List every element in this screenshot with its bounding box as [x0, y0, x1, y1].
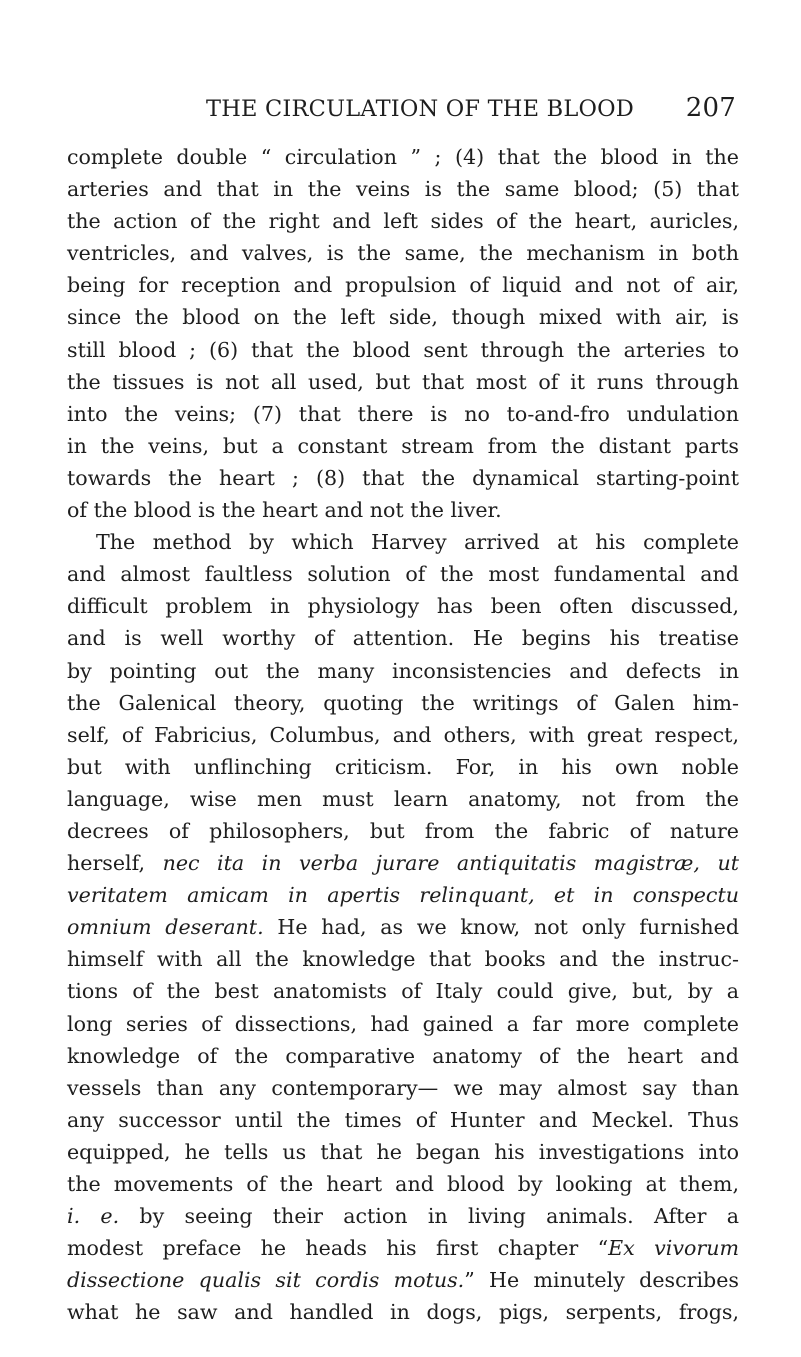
text-run: the Galenical theory, quoting the writings of Galen him- [67, 690, 739, 715]
italic-text: omnium deserant. [67, 915, 264, 940]
text-line [67, 494, 739, 526]
text-line [67, 719, 739, 751]
text-line [67, 366, 739, 398]
text-line [67, 1232, 739, 1264]
text-line [67, 1040, 739, 1072]
text-run: long series of dissections, had gained a far more complete [67, 1011, 739, 1036]
text-run: being for reception and propulsion of liquid and not of air, [67, 273, 739, 298]
text-run: difficult problem in physiology has been often discussed, [67, 594, 739, 619]
text-run: by seeing their action in living animals. After a [119, 1204, 739, 1229]
text-run: herself, [67, 851, 163, 876]
body-text [67, 141, 739, 1328]
text-run: modest preface he heads his first chapter “ [67, 1236, 609, 1261]
text-line [67, 1008, 739, 1040]
italic-text: veritatem amicam in apertis relinquant, et in conspectu [67, 883, 739, 908]
text-line [67, 879, 739, 911]
text-line [67, 173, 739, 205]
text-run: in the veins, but a constant stream from the distant parts [67, 433, 739, 458]
text-line [67, 975, 739, 1007]
text-run: and is well worthy of attention. He begins his treatise [67, 626, 739, 651]
text-run: vessels than any contemporary— we may almost say than [67, 1075, 739, 1100]
text-line [67, 815, 739, 847]
text-run: complete double “ circulation ” ; (4) that the blood in the [67, 145, 739, 169]
text-run: language, wise men must learn anatomy, not from the [67, 786, 739, 811]
text-run: into the veins; (7) that there is no to-and-fro undulation [67, 401, 739, 426]
italic-text: i. e. [67, 1204, 120, 1229]
text-run: knowledge of the comparative anatomy of the heart and [67, 1043, 739, 1068]
text-run: He had, as we know, not only furnished [263, 915, 740, 940]
text-line [67, 237, 739, 269]
text-run: the movements of the heart and blood by looking at them, [67, 1172, 739, 1196]
text-run: the action of the right and left sides of the heart, auricles, [67, 209, 739, 234]
text-line [67, 847, 739, 879]
text-run: any successor until the times of Hunter and Meckel. Thus [67, 1107, 739, 1132]
text-line [67, 1168, 739, 1200]
text-run: decrees of philosophers, but from the fabric of nature [67, 818, 739, 843]
text-line [67, 398, 739, 430]
text-run: tions of the best anatomists of Italy could give, but, by a [67, 979, 739, 1004]
text-line [67, 269, 739, 301]
text-run: and almost faultless solution of the most fundamental and [67, 562, 739, 587]
text-line [67, 1296, 739, 1328]
text-run: ventricles, and valves, is the same, the mechanism in both [67, 241, 739, 266]
text-line [67, 334, 739, 366]
text-line [67, 751, 739, 783]
text-run: towards the heart ; (8) that the dynamical starting-point [67, 465, 739, 490]
text-run: himself with all the knowledge that books and the instruc- [67, 947, 739, 972]
text-line [67, 558, 739, 590]
page-number: 207 [685, 93, 736, 123]
text-line [67, 1200, 739, 1232]
text-line [67, 783, 739, 815]
text-run: since the blood on the left side, though mixed with air, is [67, 305, 739, 330]
text-line [67, 141, 739, 173]
text-line [67, 622, 739, 654]
running-head [206, 93, 736, 128]
italic-text: nec ita in verba jurare antiquitatis magistræ, ut [162, 851, 739, 876]
text-run: arteries and that in the veins is the same blood; (5) that [67, 177, 739, 202]
text-line [67, 911, 739, 943]
text-line [67, 943, 739, 975]
text-run: what he saw and handled in dogs, pigs, serpents, frogs, [67, 1300, 739, 1325]
text-line [67, 1136, 739, 1168]
text-run: self, of Fabricius, Columbus, and others, with great respect, [67, 722, 739, 747]
text-line [67, 687, 739, 719]
text-line [67, 462, 739, 494]
text-run: the tissues is not all used, but that most of it runs through [67, 369, 739, 394]
text-line [67, 590, 739, 622]
text-run: equipped, he tells us that he began his investigations into [67, 1139, 739, 1164]
italic-text: Ex vivorum [608, 1236, 739, 1261]
text-run: but with unflinching criticism. For, in his own noble [67, 754, 739, 779]
text-run: still blood ; (6) that the blood sent through the arteries to [67, 337, 739, 362]
text-line [67, 526, 739, 558]
text-line [67, 301, 739, 333]
text-line [67, 1072, 739, 1104]
text-line [67, 205, 739, 237]
text-run: of the blood is the heart and not the liver. [67, 498, 502, 523]
text-line [67, 430, 739, 462]
text-run: The method by which Harvey arrived at his complete [96, 530, 739, 555]
text-line [67, 1104, 739, 1136]
italic-text: dissectione qualis sit cordis motus. [67, 1268, 465, 1293]
text-line [67, 655, 739, 687]
text-run: ” He minutely describes [464, 1268, 739, 1293]
running-head-title: THE CIRCULATION OF THE BLOOD [206, 96, 634, 122]
text-run: by pointing out the many inconsistencies and defects in [67, 658, 739, 683]
text-line [67, 1264, 739, 1296]
